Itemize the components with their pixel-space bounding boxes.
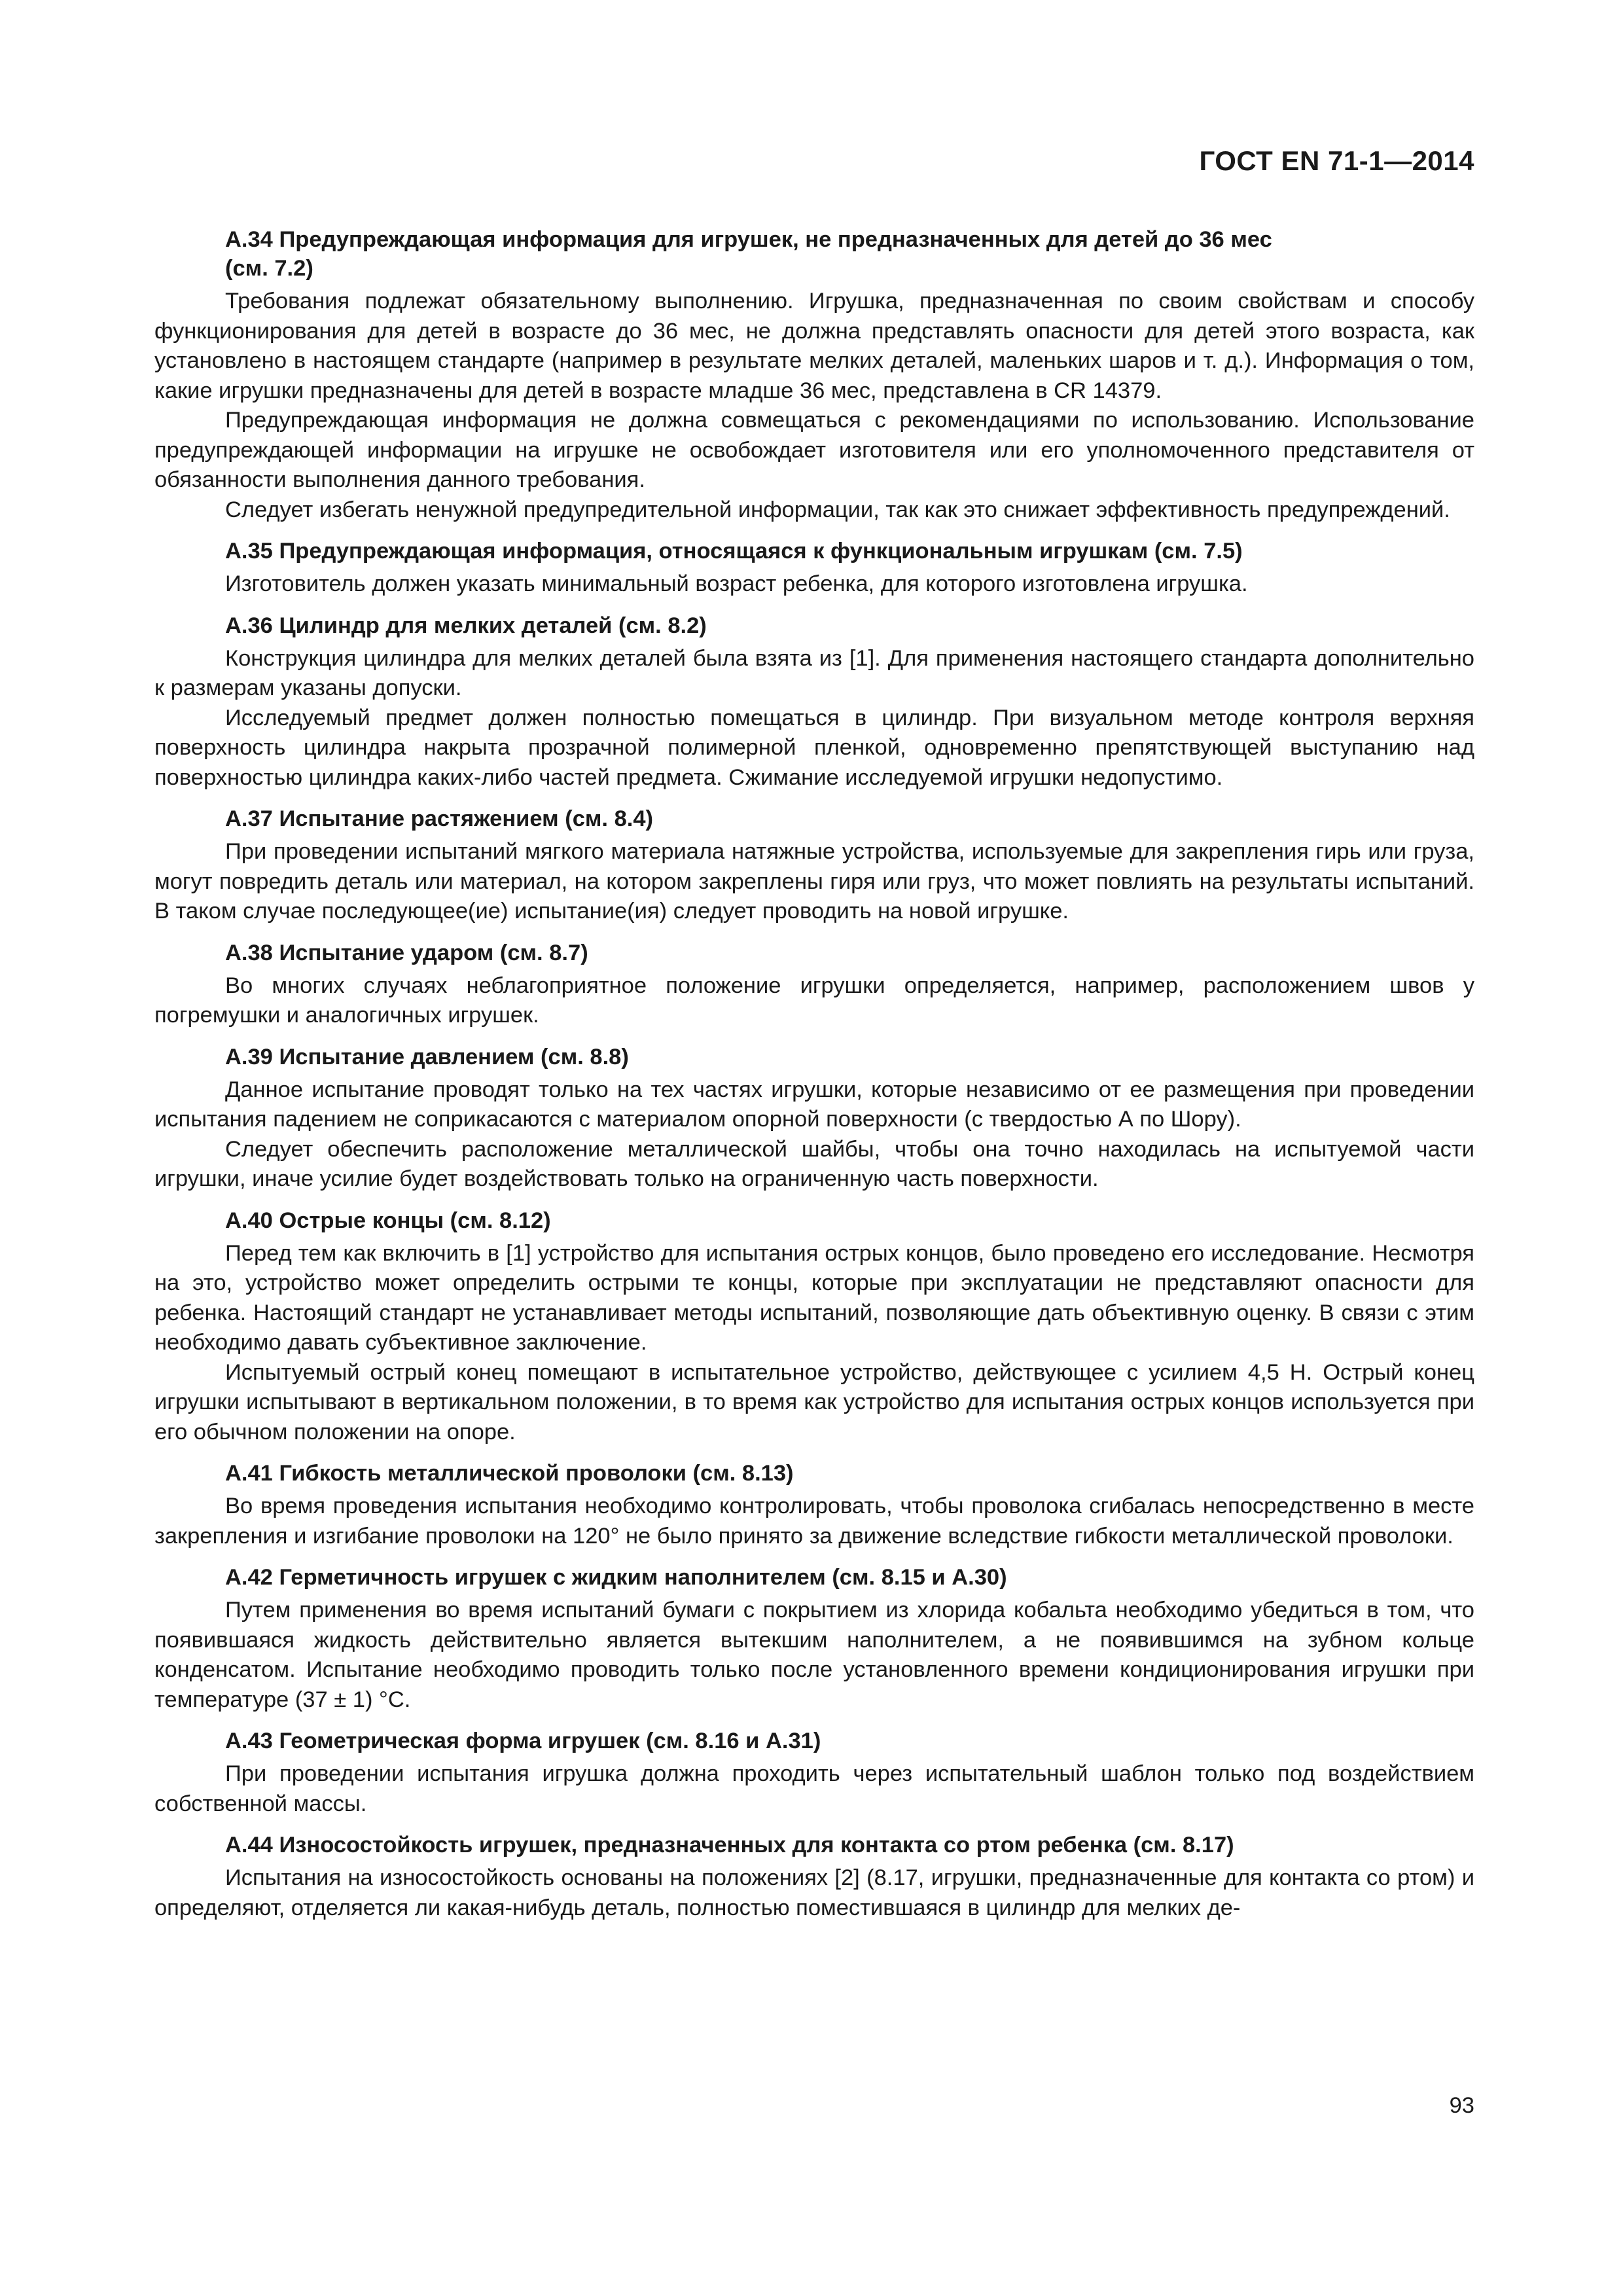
page-number: 93 <box>1449 2093 1474 2118</box>
section-heading: А.44 Износостойкость игрушек, предназначенных для контакта со ртом ребенка (см. 8.17) <box>225 1833 1234 1857</box>
section-a35 <box>154 537 1474 600</box>
paragraph: При проведении испытания игрушка должна проходить через испытательный шаблон только под воздействием собственной массы. <box>154 1761 1474 1816</box>
section-a34 <box>154 225 1474 525</box>
paragraph: Во многих случаях неблагоприятное положение игрушки определяется, например, расположением швов у погремушки и аналогичных игрушек. <box>154 973 1474 1028</box>
paragraph: При проведении испытаний мягкого материала натяжные устройства, используемые для закрепления гирь или груза, могут повредить деталь или материал, на котором закреплены гиря или груз, что может повлиять на результаты испытаний. В таком случае последующее(ие) испытание(ия) следует проводить на новой игрушке. <box>154 839 1474 924</box>
section-heading: А.39 Испытание давлением (см. 8.8) <box>225 1044 629 1069</box>
section-heading: А.38 Испытание ударом (см. 8.7) <box>225 940 588 965</box>
paragraph: Следует обеспечить расположение металлической шайбы, чтобы она точно находилась на испытуемой части игрушки, иначе усилие будет воздействовать только на ограниченную часть поверхности. <box>154 1136 1474 1191</box>
paragraph: Путем применения во время испытаний бумаги с покрытием из хлорида кобальта необходимо убедиться в том, что появившаяся жидкость действительно является вытекшим наполнителем, а не появившимся на зубном кольце конденсатом. Испытание необходимо проводить только после установленного времени кондиционирования игрушки при температуре (37 ± 1) °С. <box>154 1598 1474 1712</box>
section-heading: А.34 Предупреждающая информация для игрушек, не предназначенных для детей до 36 мес (см. 7.2) <box>225 227 1272 281</box>
paragraph: Данное испытание проводят только на тех частях игрушки, которые независимо от ее размещения при проведении испытания падением не соприкасаются с материалом опорной поверхности (с твердостью А по Шору). <box>154 1077 1474 1132</box>
section-heading: А.42 Герметичность игрушек с жидким наполнителем (см. 8.15 и А.30) <box>225 1565 1007 1590</box>
section-a36 <box>154 611 1474 793</box>
section-a37 <box>154 804 1474 927</box>
section-a44 <box>154 1831 1474 1923</box>
section-heading: А.36 Цилиндр для мелких деталей (см. 8.2) <box>225 613 707 638</box>
paragraph: Предупреждающая информация не должна совмещаться с рекомендациями по использованию. Использование предупреждающей информации на игрушке не освобождает изготовителя или его уполномоченного представителя от обязанности выполнения данного требования. <box>154 408 1474 492</box>
paragraph: Конструкция цилиндра для мелких деталей была взята из [1]. Для применения настоящего стандарта дополнительно к размерам указаны допуски. <box>154 645 1474 700</box>
paragraph: Перед тем как включить в [1] устройство для испытания острых концов, было проведено его исследование. Несмотря на это, устройство может определить острыми те концы, которые при эксплуатации не представляют опасности для ребенка. Настоящий стандарт не устанавливает методы испытаний, позволяющие дать объективную оценку. В связи с этим необходимо давать субъективное заключение. <box>154 1240 1474 1355</box>
paragraph: Испытания на износостойкость основаны на положениях [2] (8.17, игрушки, предназначенные для контакта со ртом) и определяют, отделяется ли какая-нибудь деталь, полностью поместившаяся в цилиндр для мелких де- <box>154 1865 1474 1920</box>
section-heading: А.41 Гибкость металлической проволоки (см. 8.13) <box>225 1461 794 1486</box>
section-a41 <box>154 1459 1474 1551</box>
paragraph: Исследуемый предмет должен полностью помещаться в цилиндр. При визуальном методе контроля верхняя поверхность цилиндра накрыта прозрачной полимерной пленкой, одновременно препятствующей выступанию над поверхностью цилиндра каких-либо частей предмета. Сжимание исследуемой игрушки недопустимо. <box>154 705 1474 790</box>
paragraph: Во время проведения испытания необходимо контролировать, чтобы проволока сгибалась непосредственно в месте закрепления и изгибание проволоки на 120° не было принято за движение вследствие гибкости металлической проволоки. <box>154 1494 1474 1549</box>
paragraph: Следует избегать ненужной предупредительной информации, так как это снижает эффективность предупреждений. <box>225 497 1450 522</box>
paragraph: Изготовитель должен указать минимальный возраст ребенка, для которого изготовлена игрушка. <box>225 571 1248 596</box>
section-a39 <box>154 1043 1474 1194</box>
document-body <box>154 225 1474 1932</box>
paragraph: Испытуемый острый конец помещают в испытательное устройство, действующее с усилием 4,5 Н. Острый конец игрушки испытывают в вертикальном положении, в то время как устройство для испытания острых концов используется при его обычном положении на опоре. <box>154 1359 1474 1444</box>
section-heading: А.37 Испытание растяжением (см. 8.4) <box>225 806 654 831</box>
section-heading: А.40 Острые концы (см. 8.12) <box>225 1208 551 1233</box>
section-a42 <box>154 1563 1474 1715</box>
section-heading: А.35 Предупреждающая информация, относящаяся к функциональным игрушкам (см. 7.5) <box>225 539 1243 564</box>
section-a43 <box>154 1727 1474 1819</box>
page-header: ГОСТ EN 71-1—2014 <box>1199 145 1474 176</box>
paragraph: Требования подлежат обязательному выполнению. Игрушка, предназначенная по своим свойствам и способу функционирования для детей в возрасте до 36 мес, не должна представлять опасности для детей этого возраста, как установлено в настоящем стандарте (например в результате мелких деталей, маленьких шаров и т. д.). Информация о том, какие игрушки предназначены для детей в возрасте младше 36 мес, представлена в CR 14379. <box>154 289 1474 403</box>
section-a38 <box>154 939 1474 1031</box>
section-heading: А.43 Геометрическая форма игрушек (см. 8.16 и А.31) <box>225 1729 821 1753</box>
section-a40 <box>154 1206 1474 1448</box>
